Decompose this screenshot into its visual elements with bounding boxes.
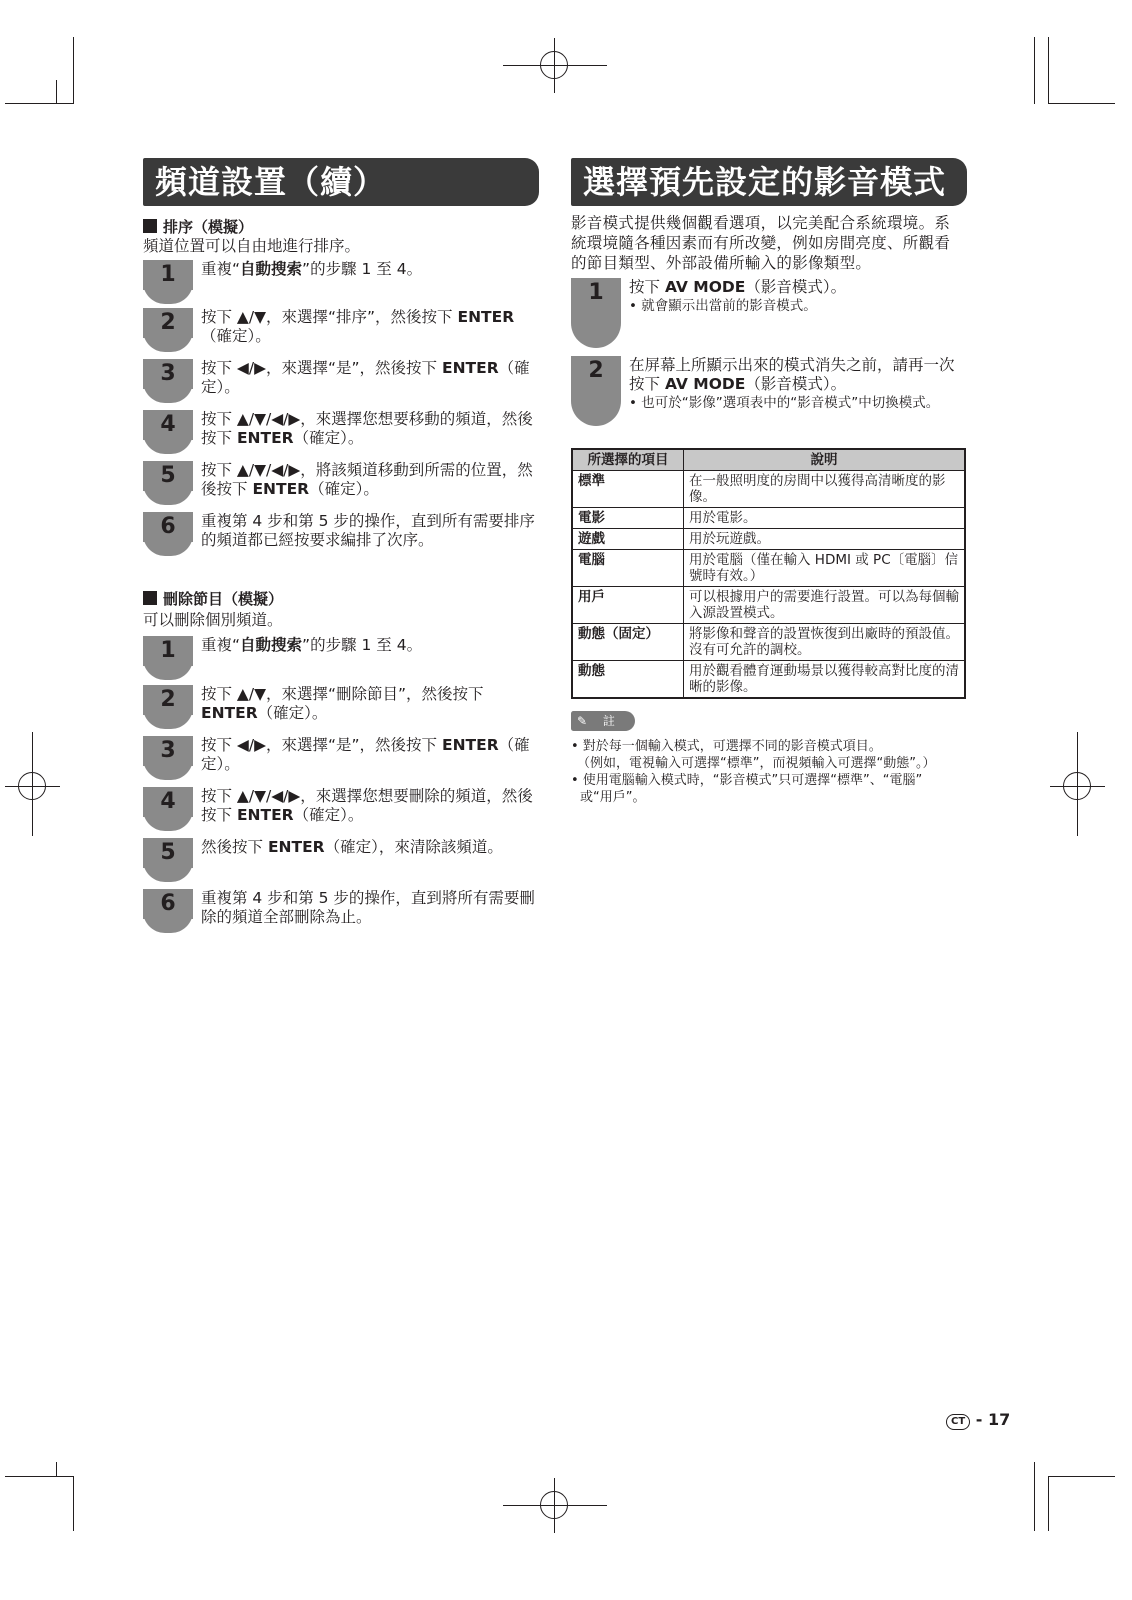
- step-text-pre: 按下: [629, 278, 665, 296]
- step-number-tab: [143, 787, 193, 827]
- table-row: [572, 550, 965, 587]
- step-number-tab: [571, 278, 621, 318]
- step-text-post: （確定）。: [201, 359, 530, 396]
- note-label-text: 註: [602, 714, 615, 728]
- mode-name-cell: 用戶: [572, 587, 684, 624]
- step-number-tab: [143, 410, 193, 450]
- table-header-item: 所選擇的項目: [572, 449, 684, 471]
- bullet-square-icon: [143, 219, 157, 233]
- table-row: [572, 529, 965, 550]
- step-text-post: （影音模式）。: [745, 278, 847, 296]
- step-number-tab: [143, 889, 193, 929]
- notes-block: [571, 738, 971, 806]
- step-subnote: • 也可於“影像”選項表中的“影音模式”中切換模式。: [629, 395, 940, 411]
- step-text-bold: 自動搜索: [240, 636, 303, 654]
- mode-name-cell: 動態: [572, 661, 684, 699]
- mode-description-cell: 用於觀看體育運動場景以獲得較高對比度的清晰的影像。: [684, 661, 966, 699]
- step-text-post: （確定）。: [201, 327, 271, 345]
- mode-description-cell: 可以根據用户的需要進行設置。可以為每個輸入源設置模式。: [684, 587, 966, 624]
- page-number-text: - 17: [975, 1410, 1011, 1429]
- step-text-post: ”的步驟 1 至 4。: [302, 636, 423, 654]
- step-text-pre: 重複第 4 步和第 5 步的操作，直到所有需要排序的頻道都已經按要求編排了次序。: [201, 512, 535, 549]
- step-text-post: （確定），來清除該頻道。: [324, 838, 503, 856]
- mode-name-cell: 動態（固定）: [572, 624, 684, 661]
- mode-name-cell: 電腦: [572, 550, 684, 587]
- language-badge: CT: [946, 1414, 970, 1430]
- right-page-title: 選擇預先設定的影音模式: [571, 158, 967, 206]
- step-text-pre: 按下 ▲/▼，來選擇“刪除節目”，然後按下: [201, 685, 484, 703]
- bullet-square-icon: [143, 591, 157, 605]
- step-number: 1: [143, 260, 193, 290]
- mode-description-cell: 用於玩遊戲。: [684, 529, 966, 550]
- step-text-pre: 在屏幕上所顯示出來的模式消失之前，請再一次按下: [629, 356, 955, 393]
- mode-name-cell: 電影: [572, 508, 684, 529]
- note-line: • 使用電腦輸入模式時，“影音模式”只可選擇“標準”、“電腦”: [571, 773, 923, 788]
- sort-heading-text: 排序（模擬）: [163, 218, 254, 236]
- step-text-bold: ENTER: [252, 480, 310, 498]
- step-number-tab: [143, 838, 193, 878]
- step-number: 3: [143, 359, 193, 389]
- av-mode-intro: 影音模式提供幾個觀看選項，以完美配合系統環境。系統環境隨各種因素而有所改變，例如房間亮度、所觀看的節目類型、外部設備所輸入的影像類型。: [571, 214, 951, 272]
- step-text-bold: 自動搜索: [240, 260, 303, 278]
- step-text: [201, 685, 541, 723]
- step-number-tab: [143, 636, 193, 676]
- step-number-tab: [143, 512, 193, 552]
- delete-heading-text: 刪除節目（模擬）: [163, 590, 284, 608]
- step-text: [201, 359, 541, 397]
- table-header-description: 說明: [684, 449, 966, 471]
- step-text-post: ”的步驟 1 至 4。: [302, 260, 423, 278]
- mode-name-cell: 遊戲: [572, 529, 684, 550]
- step-number: 2: [143, 685, 193, 715]
- sort-section-heading: [143, 216, 253, 237]
- step-number-tab: [143, 685, 193, 725]
- step-number: 1: [571, 278, 621, 308]
- step-text-bold: ENTER: [236, 806, 294, 824]
- note-line: （例如，電視輸入可選擇“標準”，而視頻輸入可選擇“動態”。）: [577, 756, 936, 771]
- step-text-pre: 按下 ◀/▶，來選擇“是”，然後按下: [201, 359, 442, 377]
- page-number: [946, 1410, 1010, 1430]
- mode-name-cell: 標準: [572, 471, 684, 508]
- step-number-tab: [143, 308, 193, 348]
- note-line: • 對於每一個輸入模式，可選擇不同的影音模式項目。: [571, 739, 882, 754]
- step-text: [201, 838, 541, 857]
- step-text: [201, 787, 541, 825]
- step-text: [629, 356, 969, 412]
- step-number: 5: [143, 838, 193, 868]
- step-number-tab: [571, 356, 621, 396]
- step-number: 6: [143, 889, 193, 919]
- step-text-post: （影音模式）。: [745, 375, 847, 393]
- step-text-pre: 按下 ▲/▼/◀/▶，來選擇您想要移動的頻道，然後按下: [201, 410, 533, 447]
- av-mode-table: [571, 448, 966, 699]
- step-text: [201, 410, 541, 448]
- step-number: 4: [143, 410, 193, 440]
- delete-section-heading: [143, 588, 283, 609]
- step-number-tab: [143, 461, 193, 501]
- step-number: 1: [143, 636, 193, 666]
- step-number: 3: [143, 736, 193, 766]
- step-number-tab: [143, 260, 193, 300]
- step-text-bold: AV MODE: [664, 375, 746, 393]
- step-text-bold: ENTER: [267, 838, 325, 856]
- step-text-bold: ENTER: [457, 308, 515, 326]
- note-label-badge: [571, 711, 635, 731]
- step-number-tab: [143, 736, 193, 776]
- table-row: [572, 587, 965, 624]
- step-text-pre: 重複第 4 步和第 5 步的操作，直到將所有需要刪除的頻道全部刪除為止。: [201, 889, 535, 926]
- table-row: [572, 471, 965, 508]
- step-text-post: （確定）。: [309, 480, 379, 498]
- step-text: [201, 636, 541, 655]
- mode-description-cell: 將影像和聲音的設置恢復到出廠時的預設值。沒有可允許的調校。: [684, 624, 966, 661]
- step-text-post: （確定）。: [293, 806, 364, 824]
- table-header-row: [572, 449, 965, 471]
- step-number: 6: [143, 512, 193, 542]
- left-page-title: 頻道設置（續）: [143, 158, 539, 206]
- step-text-bold: ENTER: [441, 359, 499, 377]
- step-text-bold: ENTER: [201, 704, 258, 722]
- step-text: [629, 278, 969, 315]
- step-text-pre: 重複“: [201, 260, 241, 278]
- step-text-pre: 然後按下: [201, 838, 268, 856]
- step-text-post: （確定）。: [257, 704, 328, 722]
- step-text: [201, 260, 541, 279]
- note-line: 或“用戶”。: [580, 790, 646, 805]
- step-number: 4: [143, 787, 193, 817]
- mode-description-cell: 用於電腦（僅在輸入 HDMI 或 PC〔電腦〕信號時有效。）: [684, 550, 966, 587]
- step-text-pre: 按下 ◀/▶，來選擇“是”，然後按下: [201, 736, 442, 754]
- step-text: [201, 512, 541, 550]
- pencil-icon: ✎: [577, 714, 588, 728]
- step-text: [201, 889, 541, 927]
- step-text-pre: 按下 ▲/▼/◀/▶，來選擇您想要刪除的頻道，然後按下: [201, 787, 533, 824]
- step-number: 5: [143, 461, 193, 491]
- mode-description-cell: 在一般照明度的房間中以獲得高清晰度的影像。: [684, 471, 966, 508]
- delete-intro: 可以刪除個別頻道。: [143, 611, 283, 629]
- step-subnote: • 就會顯示出當前的影音模式。: [629, 298, 817, 314]
- table-row: [572, 508, 965, 529]
- step-number-tab: [143, 359, 193, 399]
- table-row: [572, 624, 965, 661]
- step-text-post: （確定）。: [201, 736, 530, 773]
- step-text-pre: 重複“: [201, 636, 241, 654]
- step-text-pre: 按下 ▲/▼/◀/▶，將該頻道移動到所需的位置，然後按下: [201, 461, 533, 498]
- step-text-post: （確定）。: [293, 429, 364, 447]
- table-row: [572, 661, 965, 699]
- mode-description-cell: 用於電影。: [684, 508, 966, 529]
- step-text-bold: ENTER: [441, 736, 499, 754]
- step-text-pre: 按下 ▲/▼，來選擇“排序”，然後按下: [201, 308, 458, 326]
- step-text: [201, 736, 541, 774]
- step-number: 2: [143, 308, 193, 338]
- step-text: [201, 461, 541, 499]
- step-text-bold: AV MODE: [664, 278, 746, 296]
- step-text-bold: ENTER: [236, 429, 294, 447]
- step-text: [201, 308, 541, 346]
- step-number: 2: [571, 356, 621, 386]
- sort-intro: 頻道位置可以自由地進行排序。: [143, 237, 361, 255]
